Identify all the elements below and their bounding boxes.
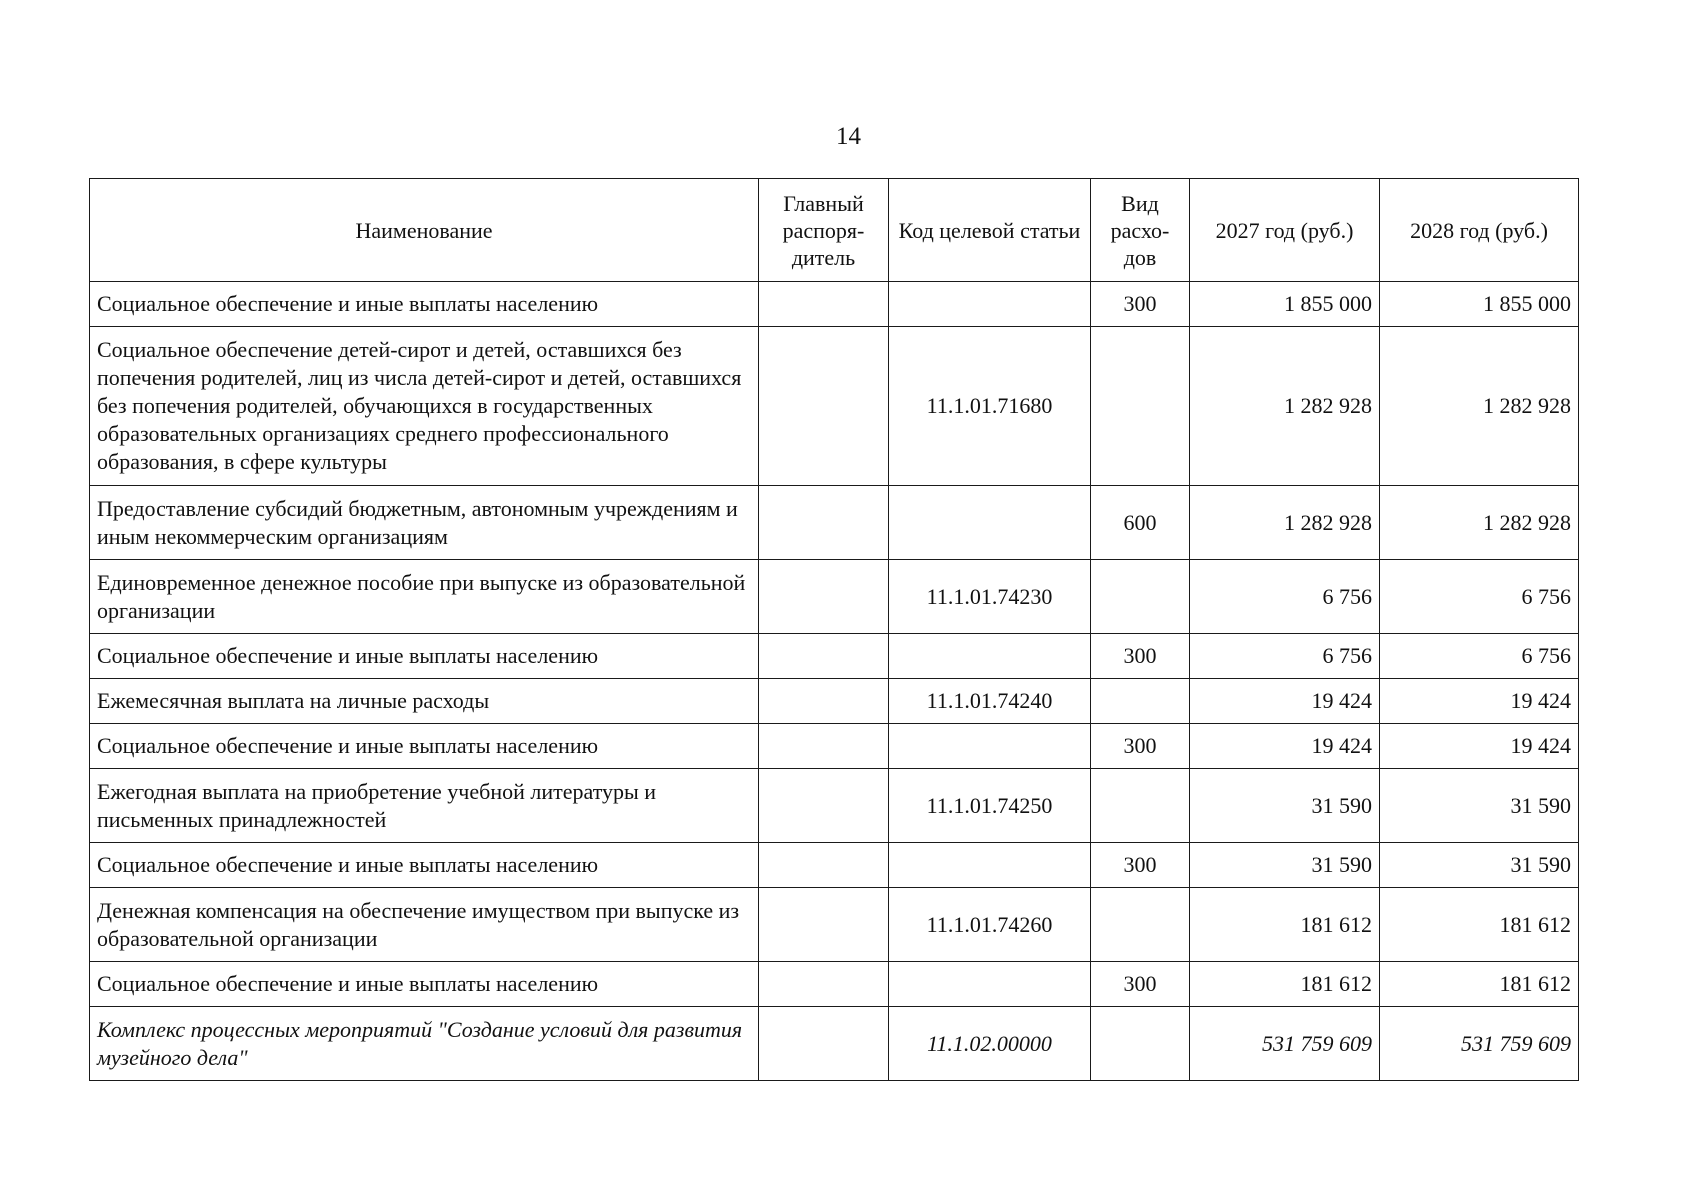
row-type: 300 [1091, 282, 1190, 327]
row-2028: 181 612 [1380, 962, 1579, 1007]
row-2027: 181 612 [1190, 888, 1380, 962]
row-manager [759, 724, 889, 769]
row-type: 300 [1091, 724, 1190, 769]
row-manager [759, 634, 889, 679]
row-code: 11.1.01.71680 [889, 327, 1091, 486]
row-code [889, 282, 1091, 327]
row-type: 600 [1091, 486, 1190, 560]
row-name: Предоставление субсидий бюджетным, автономным учреждениям и иным некоммерческим организациям [90, 486, 759, 560]
table-row [90, 282, 1579, 327]
row-type [1091, 888, 1190, 962]
table-row [90, 327, 1579, 486]
row-2028: 6 756 [1380, 560, 1579, 634]
table-row [90, 962, 1579, 1007]
row-code: 11.1.01.74250 [889, 769, 1091, 843]
row-code [889, 962, 1091, 1007]
row-code [889, 486, 1091, 560]
row-2027: 31 590 [1190, 843, 1380, 888]
row-2027: 6 756 [1190, 560, 1380, 634]
header-name: Наименование [90, 179, 759, 282]
row-2028: 19 424 [1380, 679, 1579, 724]
row-code [889, 634, 1091, 679]
row-code [889, 724, 1091, 769]
row-2027: 531 759 609 [1190, 1007, 1380, 1081]
row-manager [759, 679, 889, 724]
row-2027: 181 612 [1190, 962, 1380, 1007]
row-manager [759, 843, 889, 888]
table-row [90, 634, 1579, 679]
row-name: Социальное обеспечение и иные выплаты населению [90, 282, 759, 327]
row-type: 300 [1091, 634, 1190, 679]
row-2027: 19 424 [1190, 724, 1380, 769]
row-2027: 1 855 000 [1190, 282, 1380, 327]
row-2028: 1 855 000 [1380, 282, 1579, 327]
row-2027: 31 590 [1190, 769, 1380, 843]
row-2028: 31 590 [1380, 769, 1579, 843]
row-manager [759, 962, 889, 1007]
table-header-row [90, 179, 1579, 282]
table-row [90, 843, 1579, 888]
table-row [90, 560, 1579, 634]
row-2027: 6 756 [1190, 634, 1380, 679]
row-type [1091, 679, 1190, 724]
row-name: Социальное обеспечение детей-сирот и детей, оставшихся без попечения родителей, лиц из числа детей-сирот и детей, оставшихся без попечения родителей, обучающихся в государственных образовательных организациях среднего профессионального образования, в сфере культуры [90, 327, 759, 486]
row-type [1091, 560, 1190, 634]
row-code: 11.1.01.74240 [889, 679, 1091, 724]
header-type: Вид расхо-дов [1091, 179, 1190, 282]
row-code: 11.1.01.74230 [889, 560, 1091, 634]
row-2027: 19 424 [1190, 679, 1380, 724]
row-2027: 1 282 928 [1190, 486, 1380, 560]
table-row [90, 724, 1579, 769]
row-type [1091, 1007, 1190, 1081]
row-2028: 19 424 [1380, 724, 1579, 769]
row-code [889, 843, 1091, 888]
row-name: Ежегодная выплата на приобретение учебной литературы и письменных принадлежностей [90, 769, 759, 843]
table-row-program [90, 1007, 1579, 1081]
row-2028: 1 282 928 [1380, 327, 1579, 486]
row-code: 11.1.02.00000 [889, 1007, 1091, 1081]
row-name: Денежная компенсация на обеспечение имуществом при выпуске из образовательной организации [90, 888, 759, 962]
budget-table [89, 178, 1579, 1081]
row-2028: 31 590 [1380, 843, 1579, 888]
row-2028: 531 759 609 [1380, 1007, 1579, 1081]
row-manager [759, 1007, 889, 1081]
row-name: Комплекс процессных мероприятий "Создание условий для развития музейного дела" [90, 1007, 759, 1081]
row-name: Ежемесячная выплата на личные расходы [90, 679, 759, 724]
table-row [90, 769, 1579, 843]
row-type: 300 [1091, 962, 1190, 1007]
header-code: Код целевой статьи [889, 179, 1091, 282]
row-type [1091, 327, 1190, 486]
row-name: Единовременное денежное пособие при выпуске из образовательной организации [90, 560, 759, 634]
header-manager: Главный распоря-дитель [759, 179, 889, 282]
row-manager [759, 888, 889, 962]
page-number: 14 [836, 123, 861, 150]
row-manager [759, 769, 889, 843]
row-name: Социальное обеспечение и иные выплаты населению [90, 634, 759, 679]
table-row [90, 888, 1579, 962]
row-manager [759, 560, 889, 634]
row-manager [759, 327, 889, 486]
row-manager [759, 282, 889, 327]
header-2028: 2028 год (руб.) [1380, 179, 1579, 282]
row-type [1091, 769, 1190, 843]
row-2028: 6 756 [1380, 634, 1579, 679]
header-2027: 2027 год (руб.) [1190, 179, 1380, 282]
row-2028: 181 612 [1380, 888, 1579, 962]
row-code: 11.1.01.74260 [889, 888, 1091, 962]
table-row [90, 679, 1579, 724]
row-type: 300 [1091, 843, 1190, 888]
row-name: Социальное обеспечение и иные выплаты населению [90, 843, 759, 888]
row-2027: 1 282 928 [1190, 327, 1380, 486]
row-name: Социальное обеспечение и иные выплаты населению [90, 962, 759, 1007]
table-row [90, 486, 1579, 560]
row-name: Социальное обеспечение и иные выплаты населению [90, 724, 759, 769]
row-manager [759, 486, 889, 560]
row-2028: 1 282 928 [1380, 486, 1579, 560]
